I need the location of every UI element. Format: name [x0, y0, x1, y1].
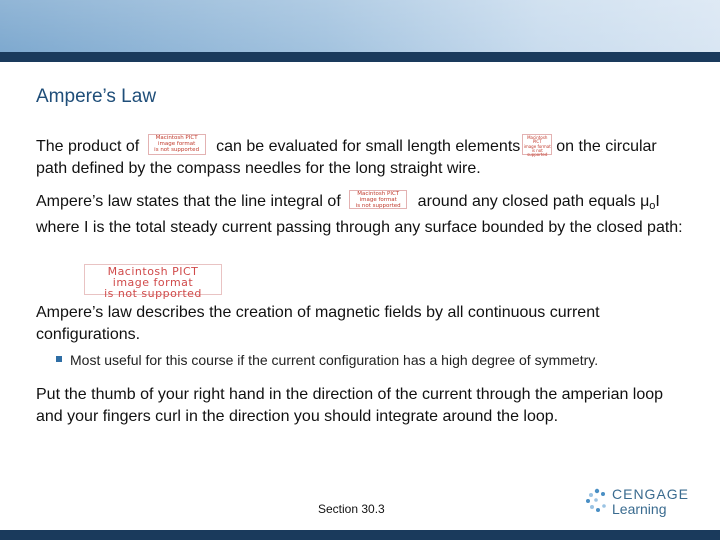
bullet-text: Most useful for this course if the current configuration has a high degree of symmetry.: [70, 352, 599, 368]
cengage-logo: [584, 486, 694, 518]
bullet-square-icon: [56, 356, 62, 362]
p1-text-3: on the circular path defined by the compass needles for the long straight wire.: [36, 138, 657, 177]
paragraph-4: Put the thumb of your right hand in the direction of the current through the amperian loop and your fingers curl in the direction you should integrate around the loop.: [36, 386, 664, 425]
bullet-item: [56, 352, 696, 368]
cengage-dots-icon: [584, 488, 610, 516]
header-rule: [0, 52, 720, 62]
pict-placeholder-3: Macintosh PICT image format is not supported: [349, 190, 407, 209]
mu-subscript: o: [649, 200, 656, 212]
header-band: [0, 0, 720, 52]
paragraph-3: Ampere’s law describes the creation of magnetic fields by all continuous current configurations.: [36, 304, 600, 343]
p1-text-2: can be evaluated for small length elements: [216, 138, 521, 155]
p2-text-1: Ampere’s law states that the line integral of: [36, 193, 341, 210]
mu-symbol: μ: [640, 193, 650, 210]
logo-cengage: CENGAGE: [612, 486, 690, 502]
logo-learning: Learning: [612, 501, 667, 517]
paragraph-1: [36, 136, 686, 180]
pict-placeholder-equation: Macintosh PICT image format is not supported: [84, 264, 222, 295]
footer-section: Section 30.3: [318, 502, 385, 516]
footer-rule: [0, 530, 720, 540]
pict-placeholder-2: Macintosh PICT image format is not supported: [523, 135, 551, 158]
p1-text-1: The product of: [36, 138, 140, 155]
p2-text-2: around any closed path equals: [417, 193, 636, 210]
slide-title: Ampere’s Law: [36, 86, 157, 107]
p2-text-3: I where I is the total steady current passing through any surface bounded by the closed path:: [36, 193, 683, 236]
header-sheen: [0, 0, 720, 52]
paragraph-2: [36, 191, 686, 239]
pict-placeholder-1: Macintosh PICT image format is not supported: [148, 134, 206, 155]
